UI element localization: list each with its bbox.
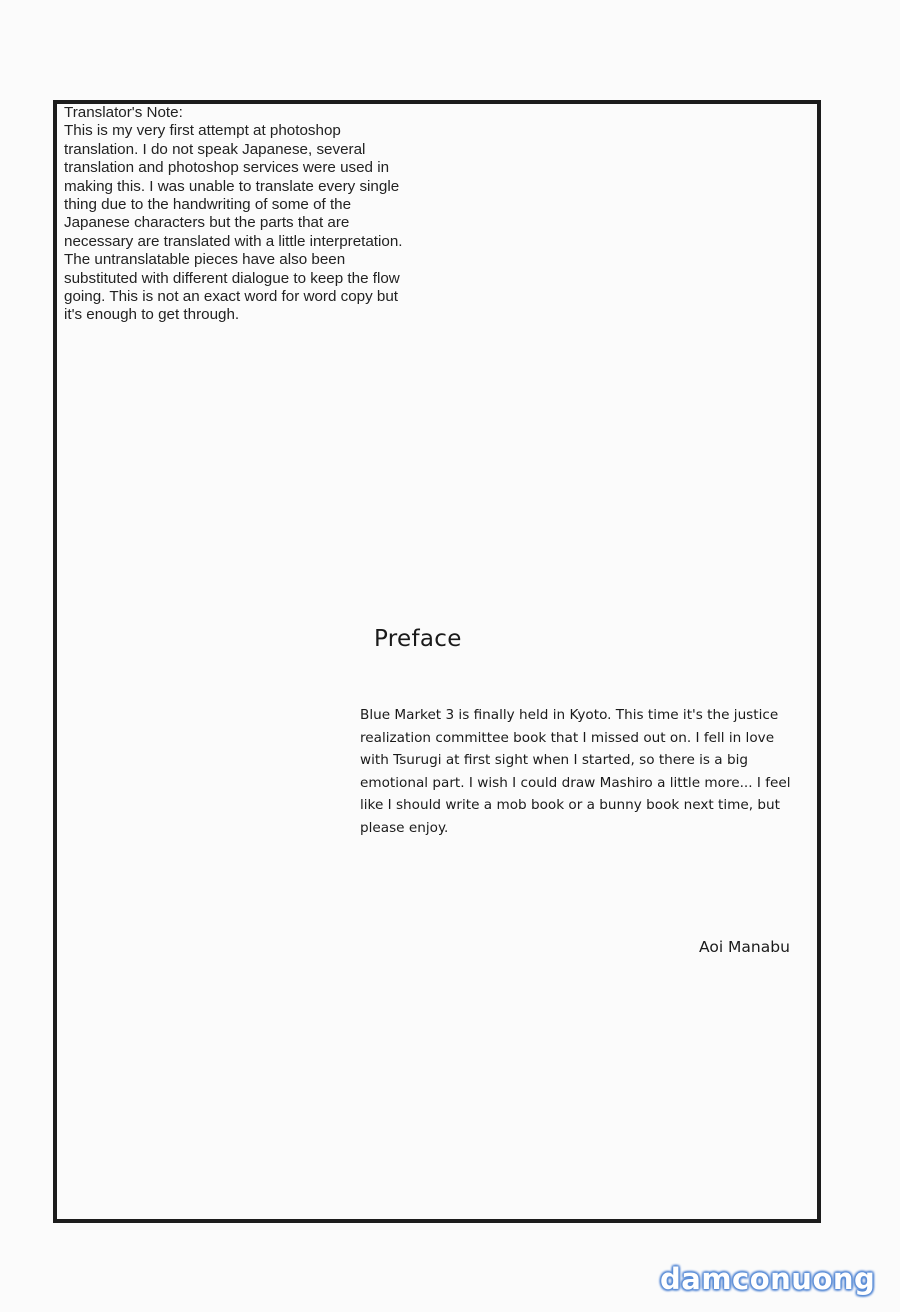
- preface-title: Preface: [374, 626, 462, 652]
- translator-note-line: thing due to the handwriting of some of the: [64, 196, 352, 214]
- preface-line: emotional part. I wish I could draw Mashiro a little more... I feel: [360, 774, 791, 791]
- translator-note-line: necessary are translated with a little interpretation.: [64, 232, 403, 250]
- translator-note-line: This is my very first attempt at photoshop: [64, 122, 341, 140]
- preface-line: like I should write a mob book or a bunny book next time, but: [360, 797, 780, 814]
- watermark-logo: damconuong: [660, 1262, 876, 1296]
- translator-note-line: it's enough to get through.: [64, 306, 240, 324]
- preface-body: [360, 704, 800, 840]
- translator-note-line: translation. I do not speak Japanese, several: [64, 140, 366, 158]
- preface-line: realization committee book that I missed out on. I fell in love: [360, 729, 775, 746]
- translator-note-line: translation and photoshop services were used in: [64, 159, 390, 177]
- preface-line: please enjoy.: [360, 819, 449, 836]
- translator-note-heading: Translator's Note:: [64, 104, 183, 121]
- translator-note-line: The untranslatable pieces have also been: [64, 251, 346, 269]
- author-signature: Aoi Manabu: [699, 938, 790, 956]
- translator-note-line: going. This is not an exact word for word copy but: [64, 288, 399, 306]
- translator-note: [64, 104, 434, 325]
- preface-line: Blue Market 3 is finally held in Kyoto. This time it's the justice: [360, 707, 779, 723]
- translator-note-line: making this. I was unable to translate every single: [64, 177, 400, 195]
- preface-line: with Tsurugi at first sight when I started, so there is a big: [360, 752, 748, 769]
- translator-note-line: substituted with different dialogue to keep the flow: [64, 269, 400, 287]
- translator-note-line: Japanese characters but the parts that are: [64, 214, 350, 232]
